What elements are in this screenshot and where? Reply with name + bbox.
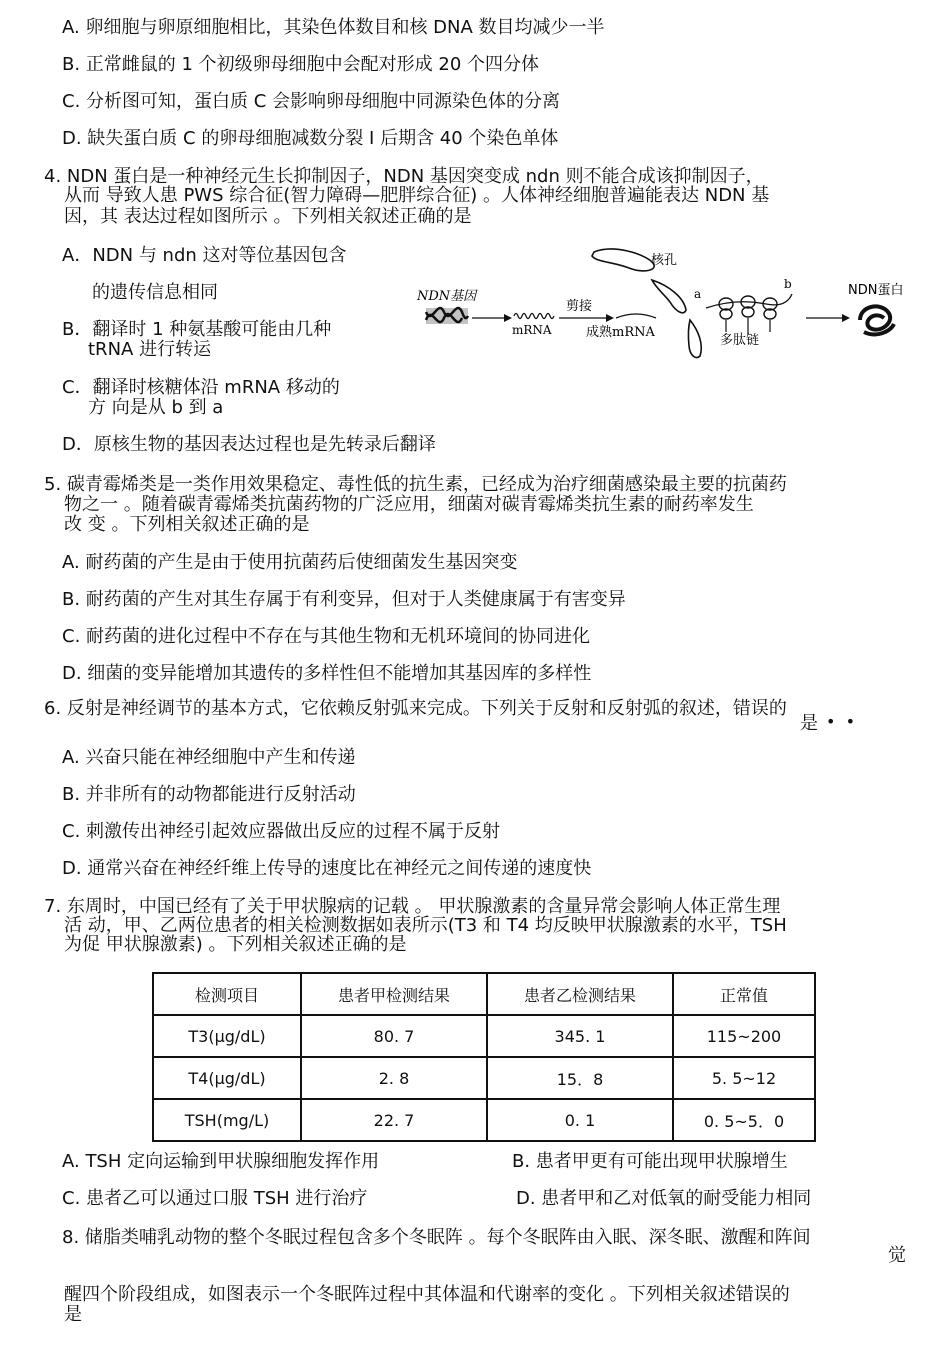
figure-label-splice: 剪接 [566, 299, 593, 314]
q3-option-a: A. 卵细胞与卵原细胞相比，其染色体数目和核 DNA 数目均减少一半 [62, 17, 605, 38]
table-cell: 15．8 [487, 1057, 673, 1099]
q3-option-b: B. 正常雌鼠的 1 个初级卵母细胞中会配对形成 20 个四分体 [62, 54, 540, 75]
q4-stem-line3: 因，其 表达过程如图所示 。下列相关叙述正确的是 [64, 206, 472, 227]
q7-stem-line1: 7. 东周时，中国已经有了关于甲状腺病的记载 。 甲状腺激素的含量异常会影响人体正常生理 [44, 896, 781, 917]
table-cell: 22. 7 [301, 1099, 487, 1141]
table-cell: 80. 7 [301, 1015, 487, 1057]
q6-option-a: A. 兴奋只能在神经细胞中产生和传递 [62, 747, 356, 768]
table-cell: 0. 5~5．0 [673, 1099, 815, 1141]
q4-option-a-line1: A．NDN 与 ndn 这对等位基因包含 [62, 245, 347, 266]
table-cell: 345. 1 [487, 1015, 673, 1057]
thyroid-data-table [152, 972, 816, 1142]
q5-option-d: D. 细菌的变异能增加其遗传的多样性但不能增加其基因库的多样性 [62, 663, 592, 684]
polypeptide-chains [726, 318, 770, 334]
q4-option-c-line2: 方 向是从 b 到 a [88, 397, 224, 418]
q5-stem-line1: 5. 碳青霉烯类是一类作用效果稳定、毒性低的抗生素，已经成为治疗细菌感染最主要的抗菌药 [44, 474, 787, 495]
emphasis-dots: • • [826, 712, 856, 731]
q4-option-b-line2: tRNA 进行转运 [88, 339, 212, 360]
q8-stem-line1: 8. 储脂类哺乳动物的整个冬眠过程包含多个冬眠阵 。每个冬眠阵由入眠、深冬眠、激醒和阵间 [62, 1227, 811, 1248]
q4-option-b-line1: B．翻译时 1 种氨基酸可能由几种 [62, 319, 332, 340]
q8-stem-line2-end: 是 [64, 1304, 82, 1325]
table-row [153, 1015, 815, 1057]
nuclear-envelope-top [592, 249, 654, 271]
mature-mrna-strand [616, 314, 656, 318]
q5-stem-line3: 改 变 。下列相关叙述正确的是 [64, 514, 310, 535]
table-row [153, 1057, 815, 1099]
table-cell: 5. 5~12 [673, 1057, 815, 1099]
q5-option-b: B. 耐药菌的产生对其生存属于有利变异，但对于人类健康属于有害变异 [62, 589, 626, 610]
table-header-cell: 患者乙检测结果 [487, 973, 673, 1015]
table-cell: T3(μg/dL) [153, 1015, 301, 1057]
nuclear-envelope-mid [652, 280, 686, 313]
table-header-cell: 正常值 [673, 973, 815, 1015]
table-header-row [153, 973, 815, 1015]
figure-label-nuclear-pore: 核孔 [651, 253, 678, 268]
figure-label-a: a [694, 287, 702, 301]
table-cell: 115~200 [673, 1015, 815, 1057]
q7-stem-line3: 为促 甲状腺激素) 。下列相关叙述正确的是 [64, 934, 407, 955]
q7-option-c: C. 患者乙可以通过口服 TSH 进行治疗 [62, 1188, 368, 1209]
table-header-cell: 患者甲检测结果 [301, 973, 487, 1015]
figure-label-b: b [784, 277, 792, 291]
ribosome-icon [719, 296, 777, 319]
q4-option-c-line1: C．翻译时核糖体沿 mRNA 移动的 [62, 377, 340, 398]
q4-option-d: D．原核生物的基因表达过程也是先转录后翻译 [62, 434, 436, 455]
q6-option-b: B. 并非所有的动物都能进行反射活动 [62, 784, 356, 805]
nuclear-envelope-bottom [688, 320, 701, 358]
dna-helix-icon [426, 308, 468, 324]
q4-stem-line1: 4. NDN 蛋白是一种神经元生长抑制因子，NDN 基因突变成 ndn 则不能合成该抑制因子， [44, 166, 764, 187]
table-header-cell: 检测项目 [153, 973, 301, 1015]
q7-option-b: B. 患者甲更有可能出现甲状腺增生 [512, 1151, 788, 1172]
gene-expression-figure [414, 240, 914, 362]
figure-label-gene: NDN基因 [417, 289, 477, 304]
table-row [153, 1099, 815, 1141]
figure-label-polypeptide: 多肽链 [720, 333, 760, 348]
table-cell: T4(μg/dL) [153, 1057, 301, 1099]
q5-option-a: A. 耐药菌的产生是由于使用抗菌药后使细菌发生基因突变 [62, 552, 518, 573]
figure-label-mrna: mRNA [512, 323, 552, 337]
q4-option-a-line2: 的遗传信息相同 [92, 282, 218, 303]
q3-option-d: D. 缺失蛋白质 C 的卵母细胞减数分裂 I 后期含 40 个染色单体 [62, 128, 559, 149]
q5-stem-line2: 物之一 。随着碳青霉烯类抗菌药物的广泛应用，细菌对碳青霉烯类抗生素的耐药率发生 [64, 494, 754, 515]
figure-label-protein: NDN蛋白 [848, 283, 904, 298]
q6-stem-end: 是 [800, 713, 818, 734]
q8-stem-line1-end: 觉 [888, 1245, 906, 1266]
protein-icon [860, 306, 894, 334]
q4-stem-line2: 从而 导致人患 PWS 综合征(智力障碍—肥胖综合征) 。人体神经细胞普遍能表达 NDN 基 [64, 185, 770, 206]
q7-stem-line2: 活 动，甲、乙两位患者的相关检测数据如表所示(T3 和 T4 均反映甲状腺激素的水平，TSH [64, 915, 787, 936]
q7-option-d: D. 患者甲和乙对低氧的耐受能力相同 [516, 1188, 812, 1209]
figure-label-mature-mrna: 成熟mRNA [586, 325, 655, 340]
table-cell: TSH(mg/L) [153, 1099, 301, 1141]
q6-stem: 6. 反射是神经调节的基本方式，它依赖反射弧来完成。下列关于反射和反射弧的叙述，错误的 [44, 698, 787, 719]
q6-option-d: D. 通常兴奋在神经纤维上传导的速度比在神经元之间传递的速度快 [62, 858, 592, 879]
mrna-strand [514, 314, 554, 319]
q6-option-c: C. 刺激传出神经引起效应器做出反应的过程不属于反射 [62, 821, 501, 842]
q7-option-a: A. TSH 定向运输到甲状腺细胞发挥作用 [62, 1151, 380, 1172]
q5-option-c: C. 耐药菌的进化过程中不存在与其他生物和无机环境间的协同进化 [62, 626, 591, 647]
q3-option-c: C. 分析图可知，蛋白质 C 会影响卵母细胞中同源染色体的分离 [62, 91, 561, 112]
q8-stem-line2: 醒四个阶段组成，如图表示一个冬眠阵过程中其体温和代谢率的变化 。下列相关叙述错误的 [64, 1284, 790, 1305]
table-cell: 2. 8 [301, 1057, 487, 1099]
table-cell: 0. 1 [487, 1099, 673, 1141]
